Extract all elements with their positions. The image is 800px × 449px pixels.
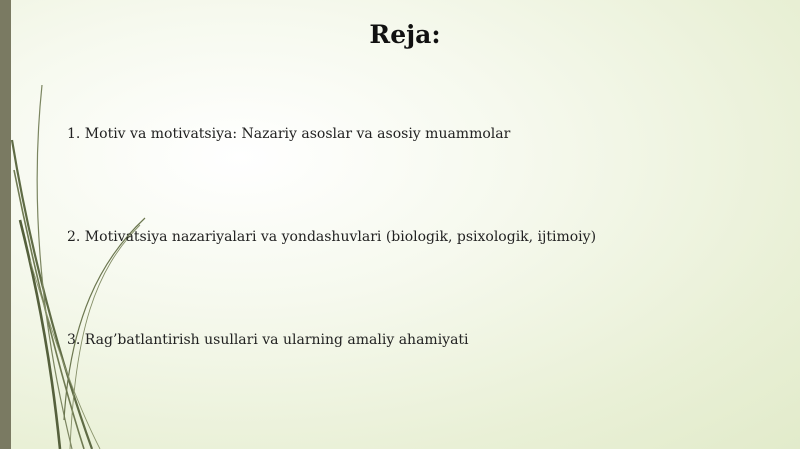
plan-item-1: 1. Motiv va motivatsiya: Nazariy asoslar va asosiy muammolar (67, 126, 511, 142)
slide-title: Reja: (369, 20, 441, 49)
grass-decoration (0, 0, 160, 449)
plan-item-2: 2. Motivatsiya nazariyalari va yondashuvlari (biologik, psixologik, ijtimoiy) (67, 229, 597, 245)
plan-item-3: 3. Rag’batlantirish usullari va ularning amaliy ahamiyati (67, 332, 469, 348)
